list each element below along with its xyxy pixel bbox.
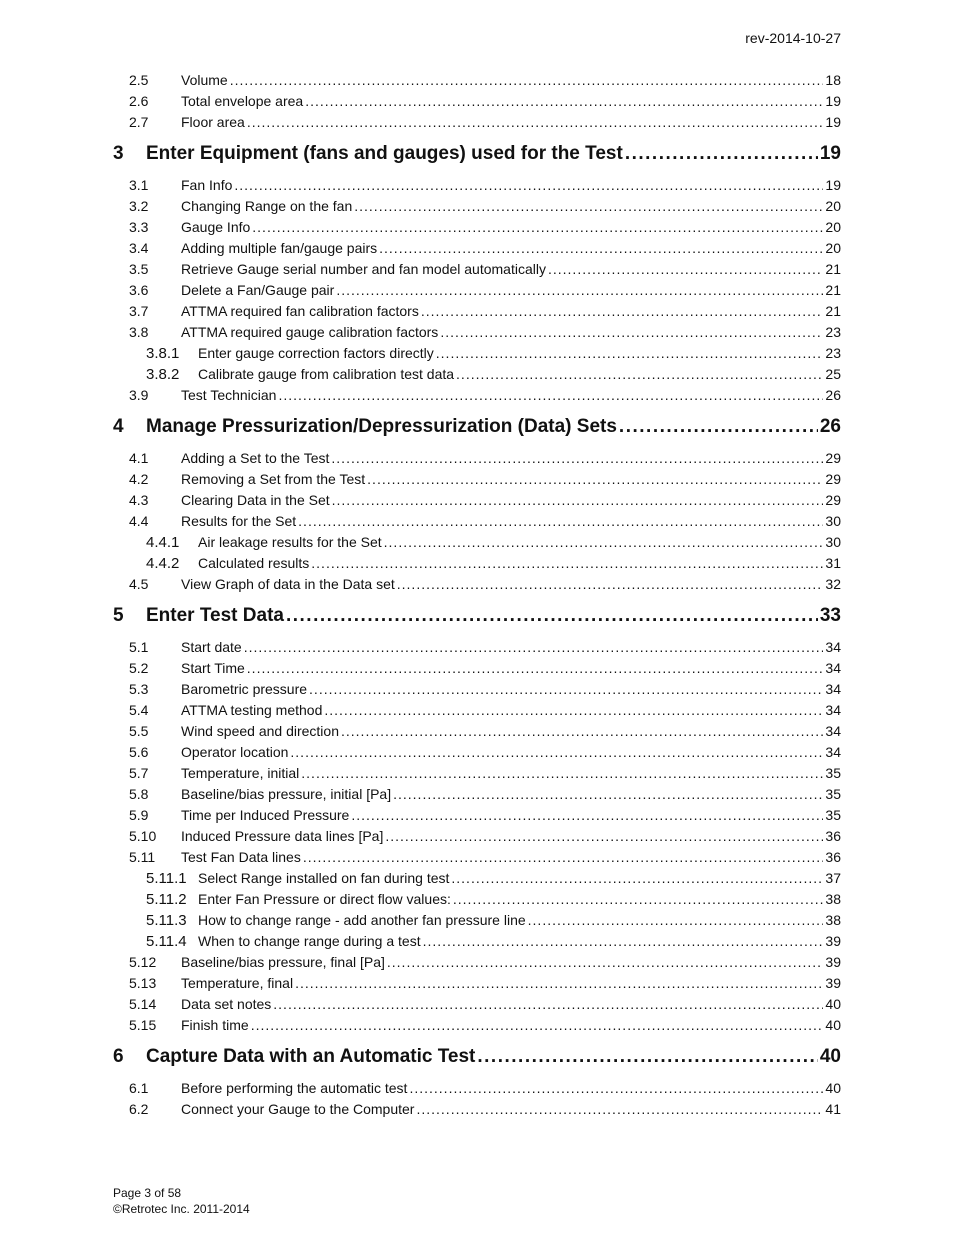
- toc-entry[interactable]: [113, 574, 841, 595]
- toc-entry-title: Wind speed and direction: [181, 723, 339, 739]
- toc-entry[interactable]: [113, 259, 841, 280]
- toc-entry[interactable]: [113, 112, 841, 133]
- toc-entry-title: Calibrate gauge from calibration test data: [198, 366, 455, 382]
- revision-label: rev-2014-10-27: [745, 30, 841, 46]
- toc-entry-page: 38: [825, 891, 841, 907]
- page-footer: [113, 1185, 250, 1217]
- toc-entry-page: 40: [825, 1080, 841, 1096]
- toc-entry-number: 5.5: [129, 723, 149, 739]
- toc-dot-leader: [409, 1078, 823, 1099]
- toc-entry[interactable]: [113, 196, 841, 217]
- toc-dot-leader: [331, 448, 823, 469]
- toc-entry-title: Enter Test Data: [146, 605, 284, 626]
- toc-entry-number: 5.4: [129, 702, 149, 718]
- toc-entry-page: 23: [825, 345, 841, 361]
- toc-entry-title: Data set notes: [181, 996, 272, 1012]
- toc-entry[interactable]: [113, 217, 841, 238]
- toc-chapter-entry[interactable]: [113, 603, 841, 629]
- toc-dot-leader: [336, 280, 823, 301]
- toc-dot-leader: [290, 742, 823, 763]
- toc-entry-number: 2.7: [129, 114, 149, 130]
- toc-entry-page: 40: [825, 1017, 841, 1033]
- toc-entry[interactable]: [113, 973, 841, 994]
- toc-dot-leader: [309, 679, 823, 700]
- toc-entry-title: Results for the Set: [181, 513, 297, 529]
- toc-entry-page: 20: [825, 198, 841, 214]
- toc-entry-number: 4.1: [129, 450, 149, 466]
- toc-entry[interactable]: [113, 868, 841, 889]
- toc-entry-title: Test Fan Data lines: [181, 849, 301, 865]
- toc-entry-page: 30: [825, 534, 841, 550]
- toc-entry[interactable]: [113, 469, 841, 490]
- toc-entry-title: ATTMA required gauge calibration factors: [181, 324, 439, 340]
- toc-entry-page: 18: [825, 72, 841, 88]
- toc-entry-page: 39: [825, 933, 841, 949]
- toc-entry[interactable]: [113, 742, 841, 763]
- toc-entry-page: 32: [825, 576, 841, 592]
- toc-entry-title: Select Range installed on fan during test: [198, 870, 450, 886]
- toc-entry[interactable]: [113, 658, 841, 679]
- toc-entry-number: 3.9: [129, 387, 149, 403]
- toc-entry-page: 40: [819, 1046, 841, 1067]
- toc-entry-number: 3.8.1: [146, 345, 180, 362]
- toc-entry[interactable]: [113, 826, 841, 847]
- toc-entry-title: ATTMA required fan calibration factors: [181, 303, 419, 319]
- toc-entry[interactable]: [113, 952, 841, 973]
- toc-entry-page: 29: [825, 471, 841, 487]
- toc-dot-leader: [453, 889, 824, 910]
- toc-entry-number: 3.4: [129, 240, 149, 256]
- toc-dot-leader: [247, 658, 824, 679]
- toc-dot-leader: [351, 805, 823, 826]
- toc-entry-page: 30: [825, 513, 841, 529]
- toc-entry[interactable]: [113, 1099, 841, 1120]
- toc-entry-number: 4.4.1: [146, 534, 180, 551]
- toc-entry-number: 4.2: [129, 471, 149, 487]
- toc-entry-number: 5.10: [129, 828, 157, 844]
- toc-dot-leader: [393, 784, 823, 805]
- toc-dot-leader: [451, 868, 823, 889]
- toc-entry-page: 21: [825, 261, 841, 277]
- toc-entry-number: 5.2: [129, 660, 149, 676]
- toc-entry-number: 3.2: [129, 198, 149, 214]
- toc-entry-number: 5.15: [129, 1017, 157, 1033]
- toc-dot-leader: [305, 91, 823, 112]
- toc-entry[interactable]: [113, 238, 841, 259]
- toc-entry[interactable]: [113, 280, 841, 301]
- toc-entry[interactable]: [113, 490, 841, 511]
- toc-entry-page: 35: [825, 807, 841, 823]
- toc-entry-page: 26: [825, 387, 841, 403]
- toc-dot-leader: [303, 847, 824, 868]
- toc-entry-page: 40: [825, 996, 841, 1012]
- toc-entry-page: 39: [825, 975, 841, 991]
- toc-entry-page: 36: [825, 828, 841, 844]
- toc-entry-title: Delete a Fan/Gauge pair: [181, 282, 335, 298]
- toc-entry-title: Calculated results: [198, 555, 310, 571]
- toc-entry-number: 5.13: [129, 975, 157, 991]
- toc-dot-leader: [332, 490, 824, 511]
- toc-entry-number: 5.8: [129, 786, 149, 802]
- toc-entry[interactable]: [113, 70, 841, 91]
- toc-entry-number: 5.11.4: [146, 933, 187, 950]
- toc-entry-page: 34: [825, 723, 841, 739]
- toc-dot-leader: [384, 532, 824, 553]
- toc-entry-title: Induced Pressure data lines [Pa]: [181, 828, 384, 844]
- toc-dot-leader: [397, 574, 824, 595]
- toc-dot-leader: [278, 385, 823, 406]
- toc-dot-leader: [379, 238, 823, 259]
- toc-entry-title: When to change range during a test: [198, 933, 421, 949]
- toc-dot-leader: [528, 910, 824, 931]
- toc-entry-title: Fan Info: [181, 177, 233, 193]
- toc-dot-leader: [298, 511, 823, 532]
- toc-entry-title: Time per Induced Pressure: [181, 807, 350, 823]
- toc-dot-leader: [251, 1015, 824, 1036]
- toc-dot-leader: [619, 414, 818, 440]
- toc-dot-leader: [273, 994, 823, 1015]
- toc-entry-number: 5.12: [129, 954, 157, 970]
- toc-entry-title: Baseline/bias pressure, final [Pa]: [181, 954, 385, 970]
- toc-entry-title: Connect your Gauge to the Computer: [181, 1101, 415, 1117]
- toc-entry[interactable]: [113, 511, 841, 532]
- toc-dot-leader: [436, 343, 824, 364]
- toc-dot-leader: [625, 141, 818, 167]
- toc-entry-title: How to change range - add another fan pressure line: [198, 912, 526, 928]
- toc-dot-leader: [548, 259, 823, 280]
- toc-entry-number: 4: [113, 416, 124, 437]
- toc-entry[interactable]: [113, 385, 841, 406]
- toc-dot-leader: [385, 826, 823, 847]
- toc-entry-page: 20: [825, 240, 841, 256]
- toc-entry-title: Gauge Info: [181, 219, 251, 235]
- toc-dot-leader: [354, 196, 823, 217]
- toc-entry-page: 39: [825, 954, 841, 970]
- toc-chapter-entry[interactable]: [113, 414, 841, 440]
- toc-entry[interactable]: [113, 721, 841, 742]
- toc-entry-number: 3.7: [129, 303, 149, 319]
- toc-entry-title: Volume: [181, 72, 228, 88]
- toc-entry-number: 5.1: [129, 639, 149, 655]
- toc-entry-page: 21: [825, 303, 841, 319]
- toc-entry[interactable]: [113, 889, 841, 910]
- toc-dot-leader: [341, 721, 823, 742]
- toc-entry-number: 2.5: [129, 72, 149, 88]
- toc-entry[interactable]: [113, 532, 841, 553]
- toc-dot-leader: [311, 553, 823, 574]
- toc-dot-leader: [247, 112, 824, 133]
- toc-entry-title: Barometric pressure: [181, 681, 308, 697]
- toc-entry-number: 6.1: [129, 1080, 149, 1096]
- toc-entry-page: 19: [825, 114, 841, 130]
- toc-entry-title: Clearing Data in the Set: [181, 492, 330, 508]
- toc-dot-leader: [423, 931, 824, 952]
- toc-entry[interactable]: [113, 994, 841, 1015]
- toc-entry-title: Air leakage results for the Set: [198, 534, 382, 550]
- toc-entry-page: 26: [819, 416, 841, 437]
- toc-entry-title: Removing a Set from the Test: [181, 471, 366, 487]
- toc-entry-number: 5.14: [129, 996, 157, 1012]
- toc-entry-title: Adding multiple fan/gauge pairs: [181, 240, 378, 256]
- toc-entry-title: Retrieve Gauge serial number and fan model automatically: [181, 261, 546, 277]
- toc-entry-number: 5.6: [129, 744, 149, 760]
- toc-dot-leader: [456, 364, 823, 385]
- toc-entry[interactable]: [113, 91, 841, 112]
- toc-entry-page: 23: [825, 324, 841, 340]
- toc-dot-leader: [252, 217, 823, 238]
- toc-dot-leader: [387, 952, 824, 973]
- toc-chapter-entry[interactable]: [113, 141, 841, 167]
- toc-dot-leader: [234, 175, 823, 196]
- toc-entry-number: 4.3: [129, 492, 149, 508]
- toc-entry[interactable]: [113, 910, 841, 931]
- toc-entry[interactable]: [113, 343, 841, 364]
- toc-entry-page: 29: [825, 450, 841, 466]
- toc-dot-leader: [301, 763, 823, 784]
- toc-entry-page: 25: [825, 366, 841, 382]
- toc-entry-title: Enter Equipment (fans and gauges) used for the Test: [146, 143, 623, 164]
- toc-entry-title: Test Technician: [181, 387, 277, 403]
- toc-entry-number: 3: [113, 143, 124, 164]
- toc-dot-leader: [440, 322, 823, 343]
- toc-entry-title: Start date: [181, 639, 242, 655]
- toc-dot-leader: [367, 469, 823, 490]
- toc-dot-leader: [295, 973, 823, 994]
- toc-entry-title: Before performing the automatic test: [181, 1080, 408, 1096]
- toc-entry-number: 5.7: [129, 765, 149, 781]
- toc-entry-number: 3.8.2: [146, 366, 180, 383]
- toc-entry-title: Changing Range on the fan: [181, 198, 353, 214]
- toc-entry-title: Temperature, initial: [181, 765, 300, 781]
- toc-entry-page: 35: [825, 786, 841, 802]
- toc-entry-title: Enter gauge correction factors directly: [198, 345, 434, 361]
- toc-entry-number: 4.5: [129, 576, 149, 592]
- toc-entry-number: 3.5: [129, 261, 149, 277]
- toc-entry-page: 34: [825, 681, 841, 697]
- toc-entry-title: Manage Pressurization/Depressurization (Data) Sets: [146, 416, 617, 437]
- toc-entry[interactable]: [113, 763, 841, 784]
- toc-dot-leader: [477, 1044, 817, 1070]
- toc-entry-number: 2.6: [129, 93, 149, 109]
- toc-entry-title: Baseline/bias pressure, initial [Pa]: [181, 786, 392, 802]
- toc-entry-page: 21: [825, 282, 841, 298]
- toc-entry-number: 3.6: [129, 282, 149, 298]
- toc-entry[interactable]: [113, 1015, 841, 1036]
- toc-entry-number: 5.11.3: [146, 912, 187, 929]
- toc-entry[interactable]: [113, 1078, 841, 1099]
- toc-entry-page: 36: [825, 849, 841, 865]
- copyright-notice: ©Retrotec Inc. 2011-2014: [113, 1202, 250, 1216]
- toc-entry[interactable]: [113, 637, 841, 658]
- toc-entry[interactable]: [113, 805, 841, 826]
- toc-dot-leader: [416, 1099, 823, 1120]
- toc-entry-title: Start Time: [181, 660, 245, 676]
- toc-entry-page: 33: [819, 605, 841, 626]
- toc-entry-page: 35: [825, 765, 841, 781]
- toc-entry-title: Capture Data with an Automatic Test: [146, 1046, 476, 1067]
- toc-entry-number: 5: [113, 605, 124, 626]
- toc-entry-page: 31: [825, 555, 841, 571]
- toc-dot-leader: [230, 70, 824, 91]
- toc-entry-number: 5.11: [129, 849, 156, 865]
- toc-entry-page: 34: [825, 639, 841, 655]
- toc-entry[interactable]: [113, 322, 841, 343]
- toc-entry-title: Operator location: [181, 744, 289, 760]
- toc-entry-title: Adding a Set to the Test: [181, 450, 330, 466]
- toc-entry-title: Finish time: [181, 1017, 249, 1033]
- toc-entry[interactable]: [113, 301, 841, 322]
- toc-entry-page: 19: [825, 177, 841, 193]
- toc-entry-number: 4.4.2: [146, 555, 180, 572]
- toc-entry-page: 34: [825, 702, 841, 718]
- page-number: Page 3 of 58: [113, 1186, 182, 1200]
- toc-entry-number: 5.3: [129, 681, 149, 697]
- toc-dot-leader: [286, 603, 818, 629]
- toc-entry[interactable]: [113, 931, 841, 952]
- toc-entry-number: 5.11.2: [146, 891, 187, 908]
- toc-entry-number: 6: [113, 1046, 124, 1067]
- toc-entry-title: Enter Fan Pressure or direct flow values:: [198, 891, 451, 907]
- toc-entry-page: 29: [825, 492, 841, 508]
- toc-entry-number: 4.4: [129, 513, 149, 529]
- toc-entry-number: 6.2: [129, 1101, 149, 1117]
- toc-entry-title: Total envelope area: [181, 93, 304, 109]
- toc-entry-title: Temperature, final: [181, 975, 294, 991]
- toc-entry[interactable]: [113, 847, 841, 868]
- toc-entry[interactable]: [113, 679, 841, 700]
- toc-entry[interactable]: [113, 553, 841, 574]
- toc-entry-title: Floor area: [181, 114, 245, 130]
- toc-entry-page: 34: [825, 660, 841, 676]
- toc-entry-page: 19: [825, 93, 841, 109]
- toc-entry-page: 37: [825, 870, 841, 886]
- toc-entry-number: 3.8: [129, 324, 149, 340]
- toc-entry-page: 38: [825, 912, 841, 928]
- toc-entry[interactable]: [113, 364, 841, 385]
- toc-entry-number: 5.9: [129, 807, 149, 823]
- toc-entry-page: 20: [825, 219, 841, 235]
- toc-entry-number: 3.1: [129, 177, 149, 193]
- toc-dot-leader: [421, 301, 824, 322]
- toc-entry[interactable]: [113, 700, 841, 721]
- toc-entry-page: 41: [825, 1101, 841, 1117]
- toc-entry-title: View Graph of data in the Data set: [181, 576, 395, 592]
- toc-entry-page: 34: [825, 744, 841, 760]
- toc-entry-title: ATTMA testing method: [181, 702, 323, 718]
- toc-entry-number: 5.11.1: [146, 870, 187, 887]
- toc-dot-leader: [244, 637, 824, 658]
- toc-entry-page: 19: [819, 143, 841, 164]
- toc-dot-leader: [324, 700, 823, 721]
- toc-entry[interactable]: [113, 175, 841, 196]
- toc-entry-number: 3.3: [129, 219, 149, 235]
- toc-entry[interactable]: [113, 784, 841, 805]
- table-of-contents: [113, 70, 841, 1120]
- toc-chapter-entry[interactable]: [113, 1044, 841, 1070]
- toc-entry[interactable]: [113, 448, 841, 469]
